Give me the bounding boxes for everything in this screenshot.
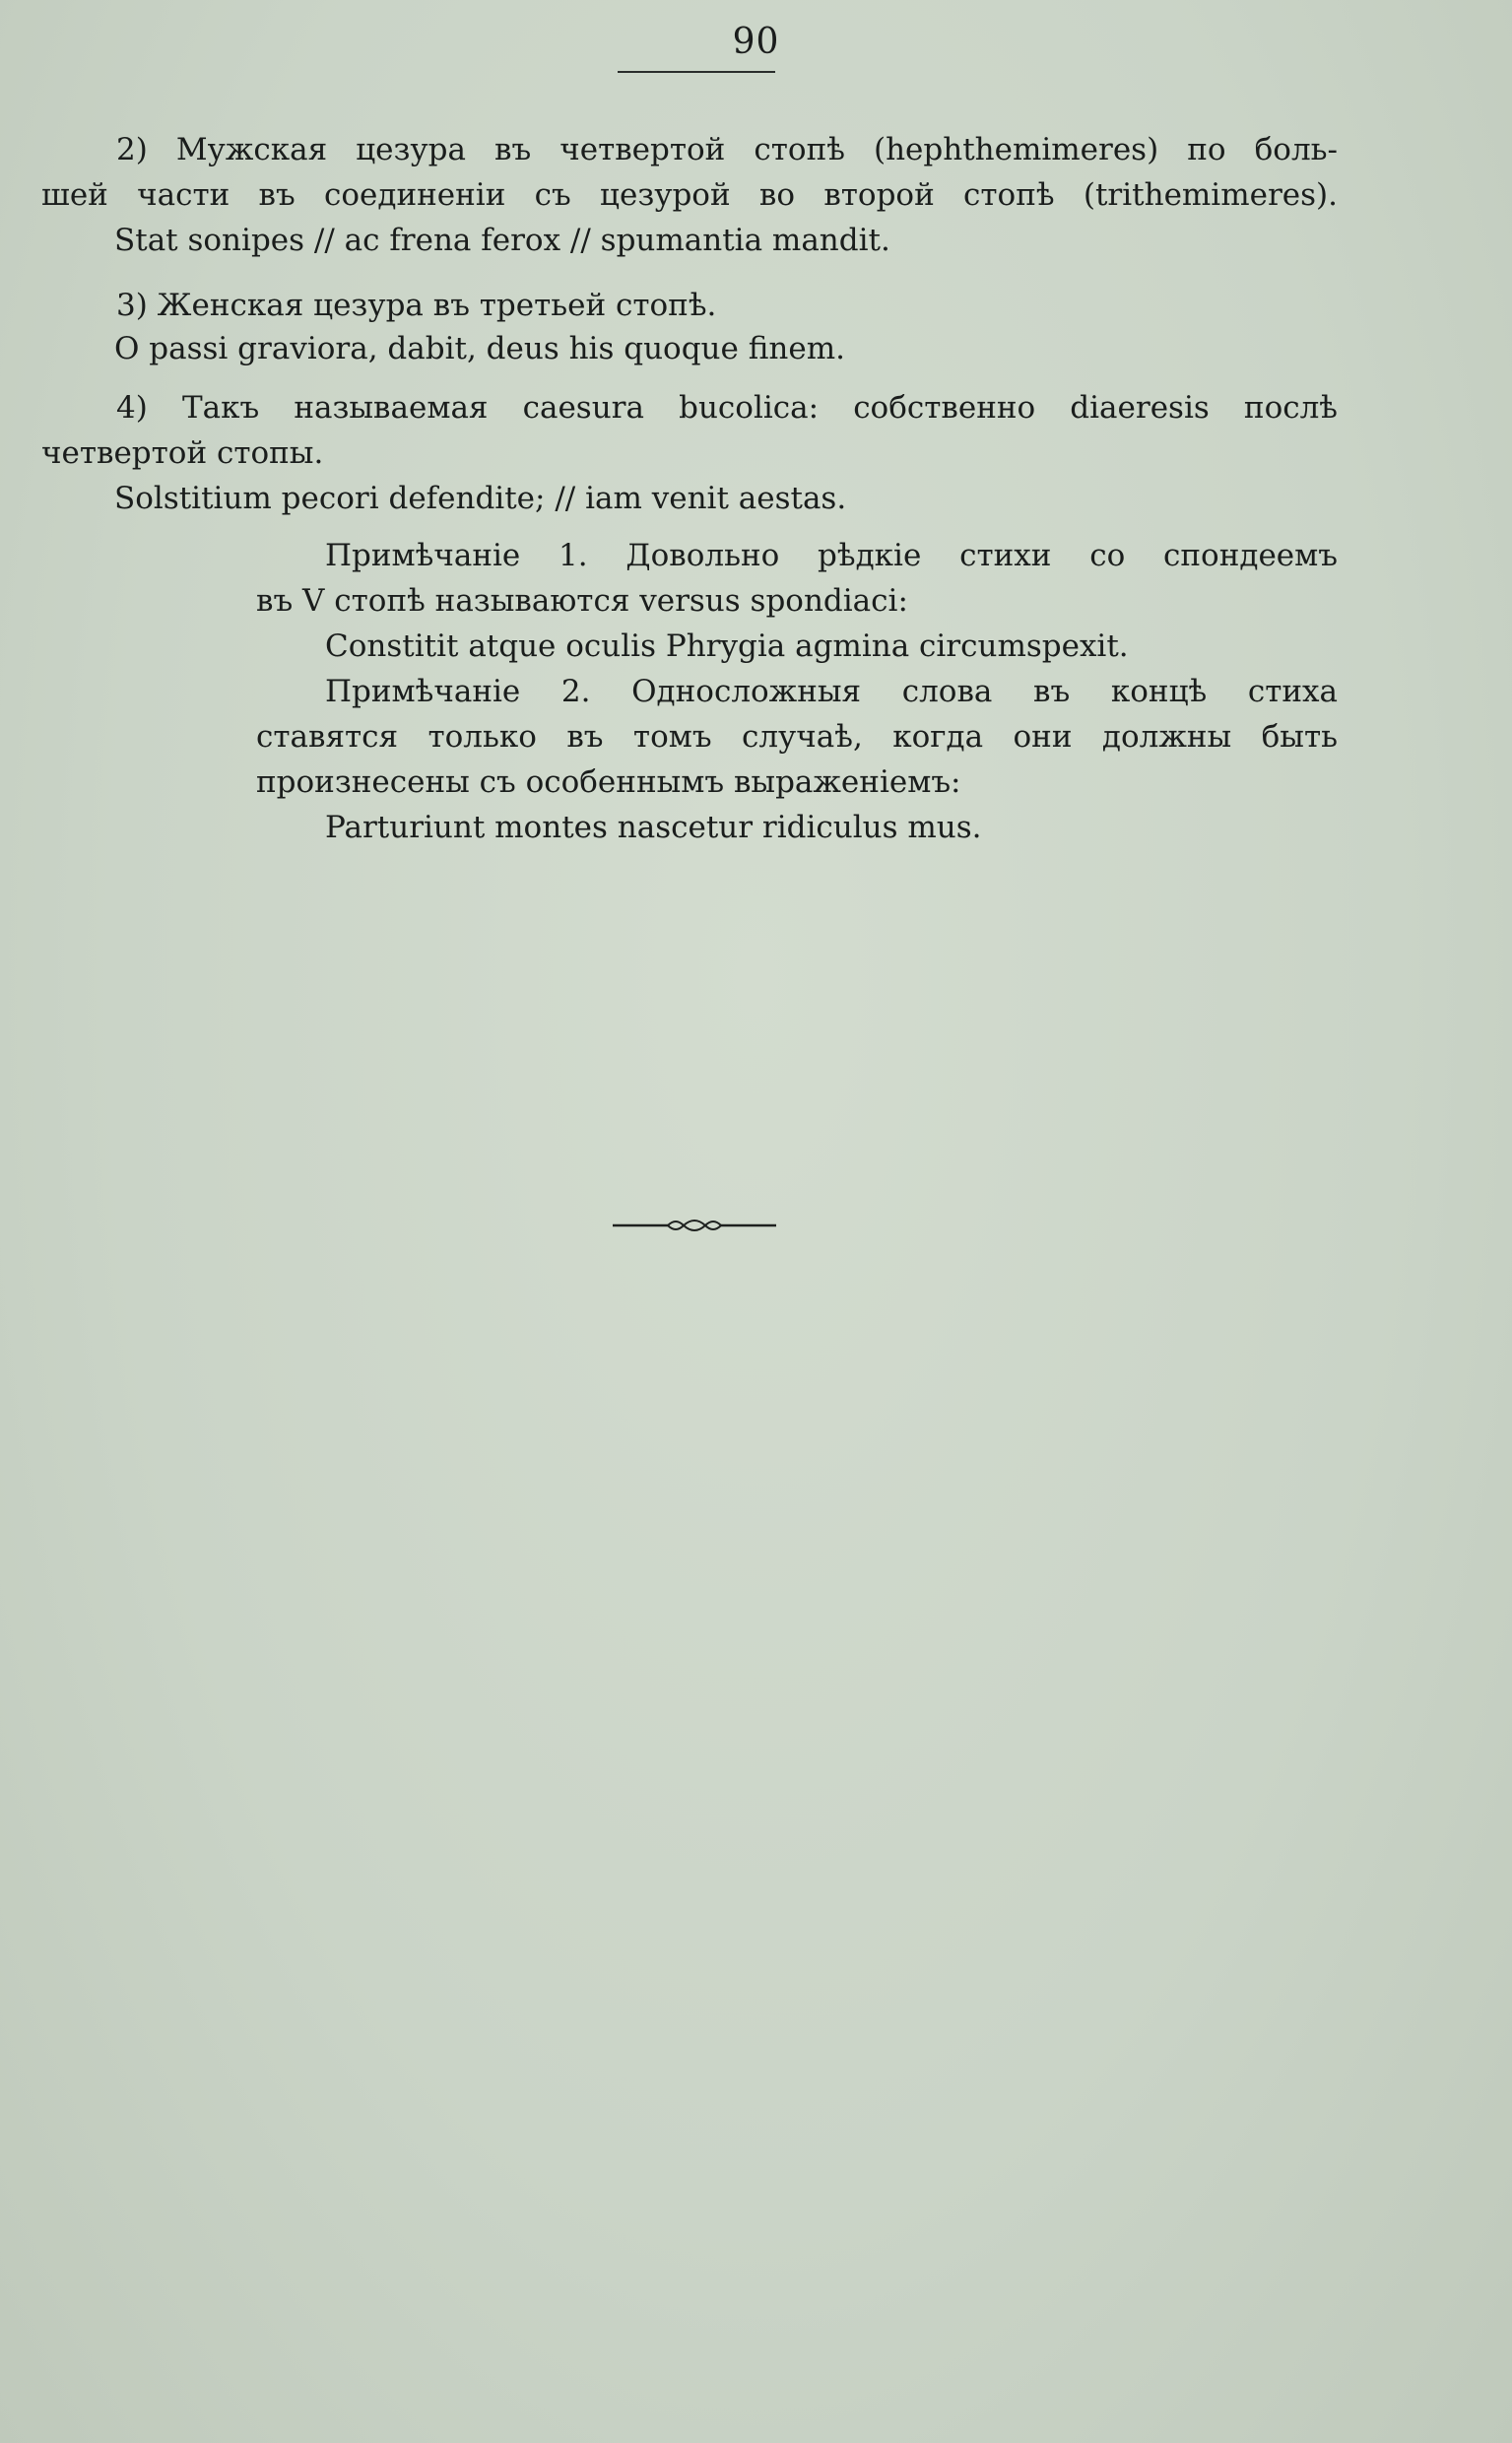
header-rule [618, 71, 775, 73]
item4-line1: 4) Такъ называемая caesura bucolica: собственно diaeresis послѣ [116, 390, 1338, 426]
note2-example: Parturiunt montes nascetur ridiculus mus. [325, 810, 982, 845]
ornament-divider [611, 1214, 778, 1237]
item4-line2: четвертой стопы. [41, 435, 324, 471]
note2-line3: произнесены съ особеннымъ выраженіемъ: [256, 764, 961, 800]
item3-example: O passi graviora, dabit, deus his quoque finem. [114, 331, 845, 366]
note1-example: Constitit atque oculis Phrygia agmina circumspexit. [325, 628, 1129, 664]
item2-line1: 2) Мужская цезура въ четвертой стопѣ (hephthemimeres) по боль- [116, 132, 1338, 167]
note1-line1: Примѣчаніе 1. Довольно рѣдкіе стихи со спондеемъ [325, 538, 1338, 573]
page-number: 90 [732, 22, 780, 62]
item2-example: Stat sonipes // ac frena ferox // spumantia mandit. [114, 223, 890, 258]
note2-line1: Примѣчаніе 2. Односложныя слова въ концѣ стиха [325, 674, 1338, 709]
note1-line2: въ V стопѣ называются versus spondiaci: [256, 583, 908, 619]
note2-line2: ставятся только въ томъ случаѣ, когда они должны быть [256, 719, 1338, 755]
item2-line2: шей части въ соединеніи съ цезурой во второй стопѣ (trithemimeres). [41, 177, 1338, 213]
item3-line1: 3) Женская цезура въ третьей стопѣ. [116, 288, 717, 323]
item4-example: Solstitium pecori defendite; // iam venit aestas. [114, 481, 847, 516]
